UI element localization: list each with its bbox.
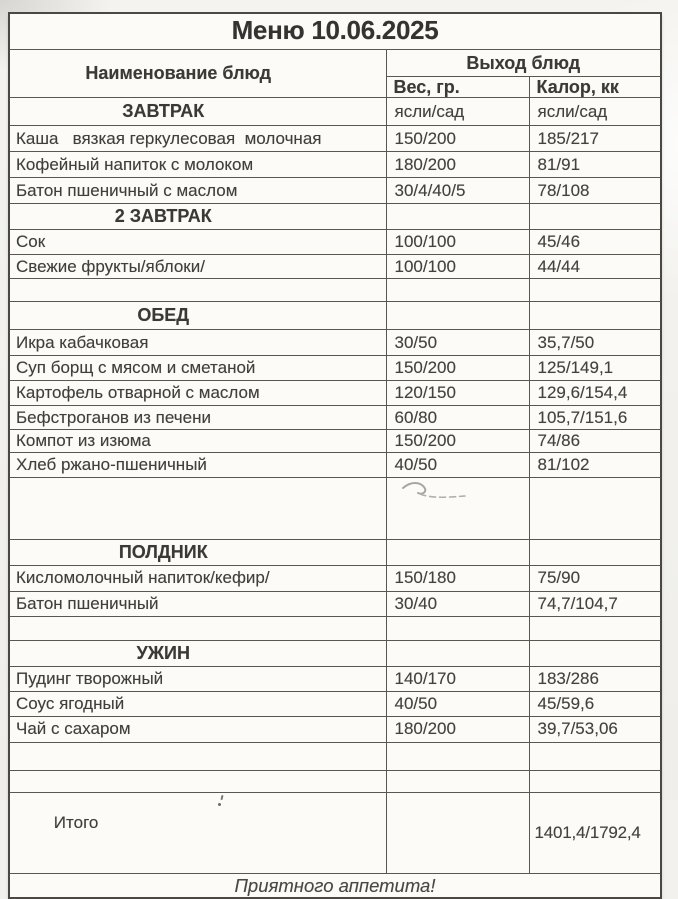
farewell-row [9, 873, 661, 898]
dish-weight: 30/40 [386, 591, 529, 616]
empty-cell [386, 203, 529, 229]
empty-row [9, 770, 661, 792]
section-row-breakfast [9, 97, 661, 125]
dish-weight: 140/170 [386, 666, 529, 691]
dish-calories: 45/59,6 [529, 691, 661, 716]
empty-cell [9, 477, 386, 539]
empty-cell [9, 278, 386, 301]
age-group-note: ясли/сад [386, 97, 529, 125]
dish-name: Соус ягодный [9, 691, 386, 716]
dish-row [9, 380, 661, 405]
dish-name: Икра кабачковая [9, 329, 386, 355]
dish-row [9, 666, 661, 691]
dish-row [9, 177, 661, 203]
empty-cell [386, 616, 529, 640]
dish-weight: 30/4/40/5 [386, 177, 529, 203]
section-row-dinner [9, 640, 661, 666]
dish-weight: 30/50 [386, 329, 529, 355]
menu-table [8, 12, 662, 899]
dish-weight: 180/200 [386, 716, 529, 742]
empty-row [9, 477, 661, 539]
dish-calories: 185/217 [529, 125, 661, 151]
dish-calories: 125/149,1 [529, 355, 661, 380]
dish-row [9, 125, 661, 151]
empty-cell [529, 770, 661, 792]
pen-smudge-mark [393, 478, 503, 502]
dish-row [9, 355, 661, 380]
dish-row [9, 254, 661, 278]
dish-row [9, 565, 661, 591]
section-row-second-breakfast [9, 203, 661, 229]
dish-weight: 150/180 [386, 565, 529, 591]
dish-calories: 105,7/151,6 [529, 405, 661, 429]
empty-cell [9, 742, 386, 770]
empty-cell [529, 477, 661, 539]
dish-calories: 75/90 [529, 565, 661, 591]
total-row [9, 792, 661, 873]
dish-row [9, 716, 661, 742]
empty-cell [529, 640, 661, 666]
dish-row [9, 229, 661, 254]
section-row-lunch [9, 301, 661, 329]
empty-cell [529, 616, 661, 640]
dish-row [9, 452, 661, 477]
dish-calories: 74/86 [529, 429, 661, 452]
empty-cell [9, 770, 386, 792]
dish-name: Батон пшеничный с маслом [9, 177, 386, 203]
dish-calories: 81/102 [529, 452, 661, 477]
dish-calories: 129,6/154,4 [529, 380, 661, 405]
dish-name: Батон пшеничный [9, 591, 386, 616]
dish-weight: 40/50 [386, 691, 529, 716]
dish-name: Хлеб ржано-пшеничный [9, 452, 386, 477]
dish-name: Чай с сахаром [9, 716, 386, 742]
dish-calories: 78/108 [529, 177, 661, 203]
empty-row [9, 616, 661, 640]
header-row-1 [9, 49, 661, 76]
dish-calories: 45/46 [529, 229, 661, 254]
farewell-text: Приятного аппетита! [9, 873, 661, 898]
section-header: ПОЛДНИК [9, 539, 386, 565]
dish-calories: 35,7/50 [529, 329, 661, 355]
dish-name: Сок [9, 229, 386, 254]
column-header-name: Наименование блюд [9, 49, 386, 97]
dish-calories: 39,7/53,06 [529, 716, 661, 742]
column-header-weight: Вес, гр. [386, 76, 529, 97]
section-header: УЖИН [9, 640, 386, 666]
dish-weight: 100/100 [386, 254, 529, 278]
empty-cell [529, 742, 661, 770]
empty-cell [386, 301, 529, 329]
title-row [9, 13, 661, 49]
section-row-snack [9, 539, 661, 565]
dish-row [9, 591, 661, 616]
total-label: Итого [9, 792, 386, 873]
column-header-output: Выход блюд [386, 49, 661, 76]
dish-row [9, 691, 661, 716]
dish-calories: 74,7/104,7 [529, 591, 661, 616]
dish-row [9, 429, 661, 452]
empty-cell [9, 616, 386, 640]
dish-weight: 40/50 [386, 452, 529, 477]
dish-weight: 100/100 [386, 229, 529, 254]
dish-name: Картофель отварной с маслом [9, 380, 386, 405]
dish-calories: 44/44 [529, 254, 661, 278]
dish-row [9, 151, 661, 177]
dish-name: Суп борщ с мясом и сметаной [9, 355, 386, 380]
section-header: ОБЕД [9, 301, 386, 329]
empty-cell [529, 301, 661, 329]
dish-weight: 150/200 [386, 429, 529, 452]
empty-cell [386, 770, 529, 792]
empty-cell [529, 539, 661, 565]
empty-cell [386, 640, 529, 666]
empty-cell [529, 203, 661, 229]
dish-weight: 120/150 [386, 380, 529, 405]
dish-name: Компот из изюма [9, 429, 386, 452]
total-calories: 1401,4/1792,4 [529, 792, 661, 873]
column-header-calories: Калор, кк [529, 76, 661, 97]
dish-weight: 180/200 [386, 151, 529, 177]
menu-title: Меню 10.06.2025 [9, 13, 661, 49]
dish-calories: 81/91 [529, 151, 661, 177]
empty-cell [386, 539, 529, 565]
ink-speck [218, 803, 221, 806]
dish-row [9, 329, 661, 355]
empty-cell [386, 792, 529, 873]
empty-row [9, 742, 661, 770]
dish-name: Пудинг творожный [9, 666, 386, 691]
dish-calories: 183/286 [529, 666, 661, 691]
dish-name: Бефстроганов из печени [9, 405, 386, 429]
dish-weight: 150/200 [386, 355, 529, 380]
dish-name: Свежие фрукты/яблоки/ [9, 254, 386, 278]
empty-cell [386, 477, 529, 539]
empty-cell [386, 742, 529, 770]
section-header: 2 ЗАВТРАК [9, 203, 386, 229]
dish-row [9, 405, 661, 429]
empty-cell [529, 278, 661, 301]
section-header: ЗАВТРАК [9, 97, 386, 125]
empty-row [9, 278, 661, 301]
dish-weight: 150/200 [386, 125, 529, 151]
dish-name: Кофейный напиток с молоком [9, 151, 386, 177]
empty-cell [386, 278, 529, 301]
dish-name: Кисломолочный напиток/кефир/ [9, 565, 386, 591]
dish-weight: 60/80 [386, 405, 529, 429]
age-group-note: ясли/сад [529, 97, 661, 125]
dish-name: Каша вязкая геркулесовая молочная [9, 125, 386, 151]
